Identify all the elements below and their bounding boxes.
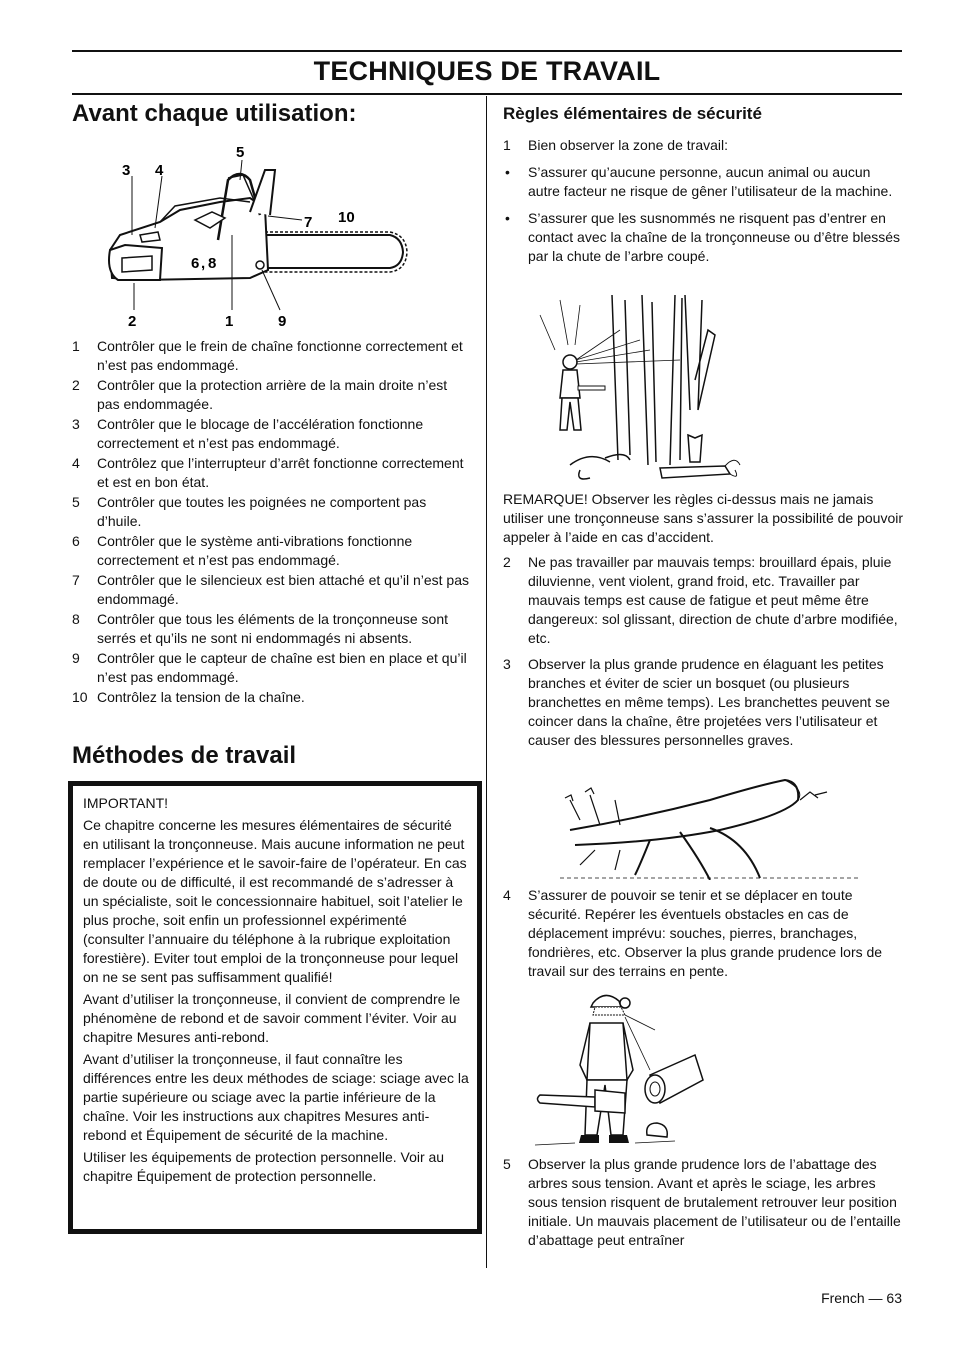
list-item [503,553,901,648]
item-number: 10 [72,689,88,705]
section-heading-safety-rules: Règles élémentaires de sécurité [503,104,762,123]
important-paragraph: Utiliser les équipements de protection personnelle. Voir au chapitre Équipement de protection personnelle. [83,1149,445,1184]
column-divider [486,96,487,1268]
pre-use-checklist [72,337,472,708]
page-title: TECHNIQUES DE TRAVAIL [313,56,661,86]
diagram-label-4: 4 [155,162,164,179]
bullet-item [503,209,901,266]
remark-paragraph: REMARQUE! Observer les règles ci-dessus mais ne jamais utiliser une tronçonneuse sans s’assurer la possibilité de pouvoir appeler à l’aide en cas d’accident. [503,491,903,545]
list-item [503,886,901,981]
item-number: 7 [72,572,80,588]
branches-illustration [560,770,860,880]
operator-footing-illustration [535,985,705,1150]
list-item [72,337,472,375]
important-paragraph: Avant d’utiliser la tronçonneuse, il faut connaître les différences entre les deux méthodes de sciage: sciage avec la partie supérieure ou sciage avec la partie inférieure de la chaîne. Voir les instructions aux chapitres Mesures anti-rebond et Équipement de sécurité de la machine. [83,1051,469,1143]
item-number: 9 [72,650,80,666]
diagram-label-separator: , [201,255,206,272]
item-text: Bien observer la zone de travail: [528,137,728,153]
item-text: S’assurer de pouvoir se tenir et se déplacer en toute sécurité. Repérer les éventuels obstacles en cas de déplacement imprévu: souches, pierres, branchages, fondrières, etc. Observer la plus grande prudence lors de travail sur des terrains en pente. [528,887,883,979]
item-number: 2 [72,377,80,393]
important-label: IMPORTANT! [83,795,169,811]
item-number: 8 [72,611,80,627]
diagram-label-8: 8 [208,255,217,272]
title-rule [72,93,902,95]
important-paragraph: Avant d’utiliser la tronçonneuse, il convient de comprendre le phénomène de rebond et de savoir comment l’éviter. Voir au chapitre Mesures anti-rebond. [83,991,461,1045]
item-number: 6 [72,533,80,549]
item-number: 2 [503,554,511,570]
item-number: 5 [72,494,80,510]
item-text: Contrôler que la protection arrière de la main droite n’est pas endommagée. [97,377,448,412]
safety-list-continued [503,553,901,750]
important-notice-box [68,781,482,1234]
item-text: Contrôler que le système anti-vibrations fonctionne correctement et n’est pas endommagé. [97,533,413,568]
item-number: 3 [72,416,80,432]
item-number: 1 [503,137,511,153]
top-rule [72,50,902,52]
list-item [72,493,472,531]
diagram-label-3: 3 [122,162,131,179]
item-number: 4 [72,455,80,471]
work-area-illustration [530,290,745,485]
item-number: 4 [503,887,511,903]
item-number: 3 [503,656,511,672]
list-item [72,571,472,609]
item-text: Contrôler que le frein de chaîne fonctionne correctement et n’est pas endommagé. [97,338,463,373]
list-item [503,1155,901,1250]
item-text: Contrôler que le silencieux est bien attaché et qu’il n’est pas endommagé. [97,572,469,607]
item-text: Observer la plus grande prudence en élaguant les petites branches et éviter de scier un bosquet (ou plusieurs branchettes en même temps). Les branchettes peuvent se coincer dans la chaîne, être projetées vers l’utilisateur et causer des blessures personnelles graves. [528,656,890,748]
list-item [72,649,472,687]
list-item [503,136,901,155]
diagram-label-9: 9 [278,313,287,330]
item-text: Ne pas travailler par mauvais temps: brouillard épais, pluie diluvienne, vent violent, grand froid, etc. Travailler par mauvais temps est cause de fatigue et peut même être dangereux: sol glissant, direction de chute d’arbre modifiée, etc. [528,554,898,646]
diagram-label-2: 2 [128,313,137,330]
item-text: Contrôler que toutes les poignées ne comportent pas d’huile. [97,494,427,529]
list-item [72,688,472,707]
page-footer: French — 63 [821,1290,902,1306]
section-heading-work-methods: Méthodes de travail [72,742,297,769]
safety-list-intro [503,136,901,266]
list-item [72,610,472,648]
bullet-item [503,163,901,201]
item-text: Contrôler que le capteur de chaîne est bien en place et qu’il n’est pas endommagé. [97,650,467,685]
item-number: 1 [72,338,80,354]
item-text: Contrôlez que l’interrupteur d’arrêt fonctionne correctement et est en bon état. [97,455,464,490]
list-item [72,376,472,414]
diagram-label-1: 1 [225,313,234,330]
item-text: Contrôler que le blocage de l’accélération fonctionne correctement et n’est pas endommagé. [97,416,424,451]
item-text: S’assurer que les susnommés ne risquent pas d’entrer en contact avec la chaîne de la tronçonneuse ou d’être blessés par la chute de l’arbre coupé. [528,210,901,264]
bullet-icon: • [505,210,510,226]
safety-list-item4 [503,886,901,981]
item-number: 5 [503,1156,511,1172]
diagram-label-6: 6 [191,255,200,272]
diagram-label-10: 10 [338,209,355,226]
list-item [503,655,901,750]
list-item [72,454,472,492]
item-text: Contrôler que tous les éléments de la tronçonneuse sont serrés et qu’ils ne sont ni endommagés ni absents. [97,611,448,646]
item-text: Contrôlez la tension de la chaîne. [97,689,305,705]
bullet-icon: • [505,164,510,180]
diagram-label-5: 5 [236,144,245,161]
safety-list-item5 [503,1155,901,1250]
item-text: S’assurer qu’aucune personne, aucun animal ou aucun autre facteur ne risque de gêner l’utilisateur de la machine. [528,164,893,199]
important-paragraph: Ce chapitre concerne les mesures élémentaires de sécurité en utilisant la tronçonneuse. Mais aucune information ne peut remplacer l’expérience et le savoir-faire de l’opérateur. En cas de doute ou de difficulté, il est recommandé de s’adresser à un spécialiste, soit le concessionnaire habituel, soit l’atelier le plus proche, soit enfin un professionnel expérimenté (consulter l’annuaire du téléphone à la rubrique exploitation forestière). Eviter tout emploi de la tronçonneuse pour lequel on ne se sent pas suffisamment qualifié! [83,817,467,985]
chainsaw-diagram [100,140,420,330]
diagram-label-7: 7 [304,214,313,231]
list-item [72,415,472,453]
section-heading-before-use: Avant chaque utilisation: [72,100,357,127]
item-text: Observer la plus grande prudence lors de l’abattage des arbres sous tension. Avant et après le sciage, les arbres sous tension risquent de brutalement retrouver leur position initiale. Un mauvais placement de l’utilisateur ou de l’entaille d’abattage peut entraîner [528,1156,901,1248]
list-item [72,532,472,570]
